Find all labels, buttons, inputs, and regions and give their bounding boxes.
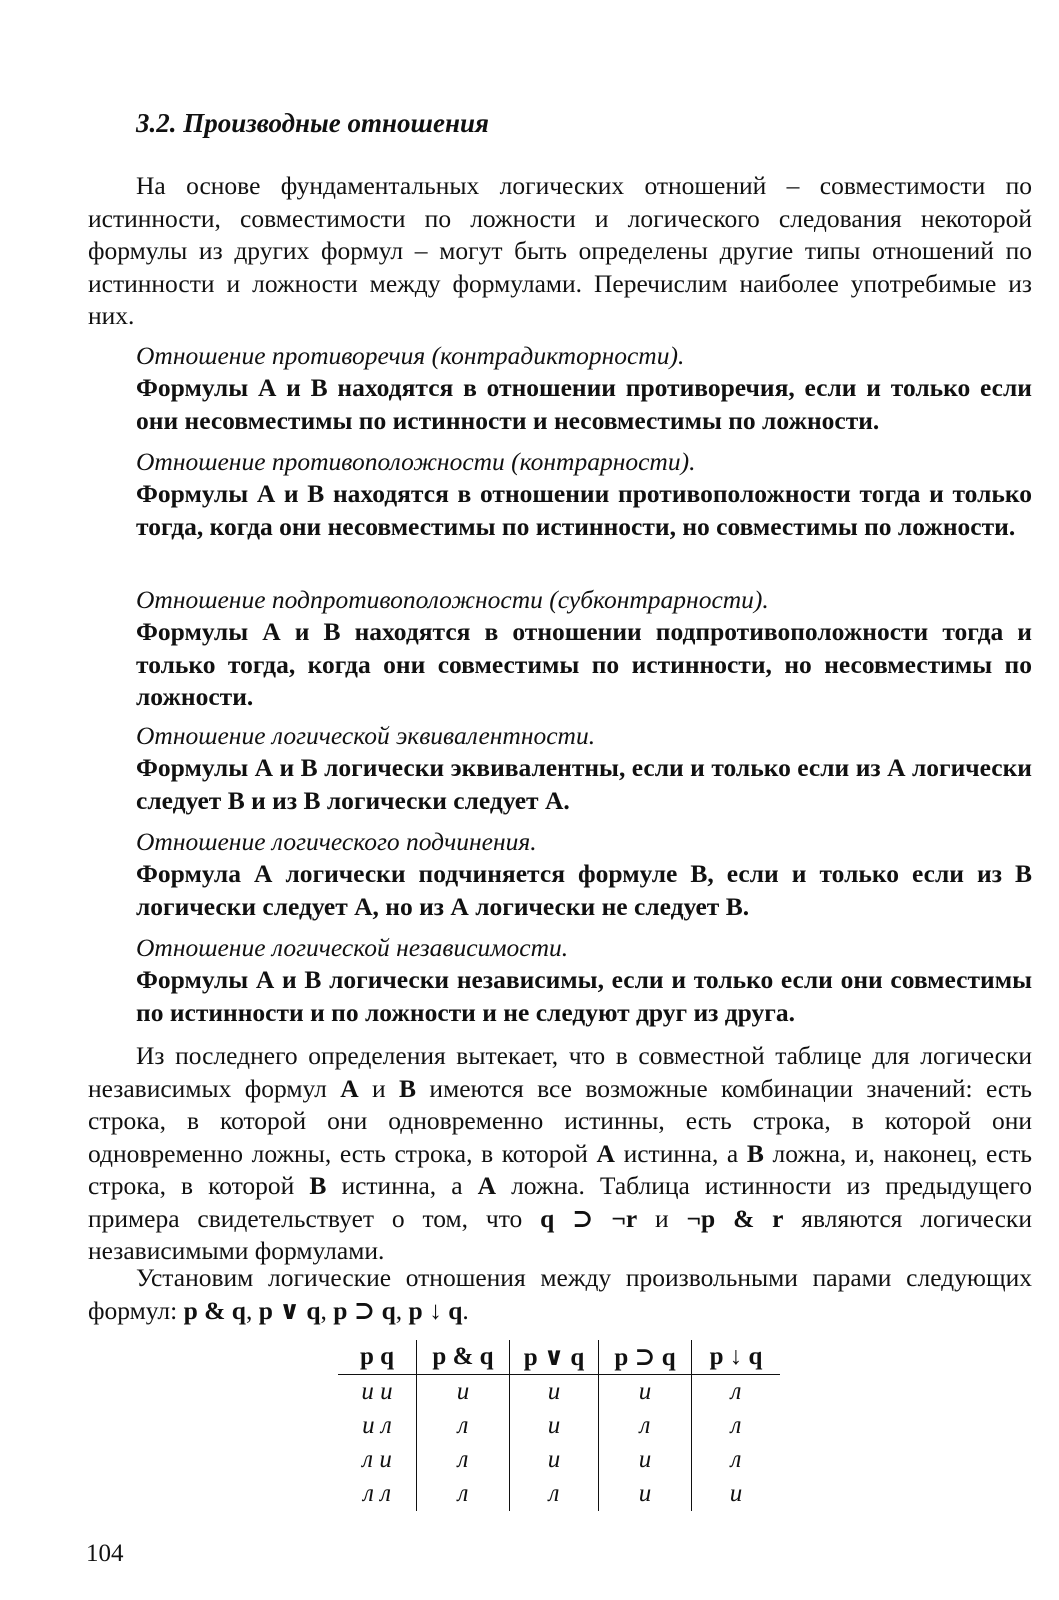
header-p-nor-q: p ↓ q	[692, 1340, 781, 1375]
relations-paragraph: Установим логические отношения между произвольными парами следующих формул: p & q, p ∨ q, p ⊃ q, p ↓ q.	[88, 1263, 1032, 1325]
definition-title-subordination: Отношение логического подчинения.	[136, 827, 537, 856]
table-cell: и	[599, 1477, 692, 1511]
definition-body-subordination: Формула А логически подчиняется формуле В, если и только если из В логически следует А, но из А логически не следует В.	[136, 859, 1032, 921]
header-p-or-q: p ∨ q	[510, 1340, 599, 1375]
table-cell: л	[730, 1412, 742, 1439]
table-cell: и	[510, 1409, 599, 1443]
table-cell: и	[599, 1443, 692, 1477]
section-title: 3.2. Производные отношения	[136, 108, 489, 138]
definition-body-equivalence: Формулы А и В логически эквивалентны, если и только если из А логически следует В и из В логически следует А.	[136, 753, 1032, 815]
table-cell: и	[510, 1375, 599, 1410]
table-cell: и	[599, 1375, 692, 1410]
formula-not-p-and-r: ¬p & r	[686, 1203, 784, 1233]
table-cell: и	[417, 1375, 510, 1410]
definition-title-independence: Отношение логической независимости.	[136, 933, 569, 962]
page-number: 104	[86, 1540, 124, 1567]
table-cell: л	[417, 1477, 510, 1511]
truth-table	[338, 1340, 780, 1511]
table-cell: л	[599, 1409, 692, 1443]
truth-table-header-row	[338, 1340, 780, 1375]
table-cell: л	[510, 1477, 599, 1511]
definition-title-equivalence: Отношение логической эквивалентности.	[136, 721, 596, 750]
definition-title-subcontrary: Отношение подпротивоположности (субконтрарности).	[136, 585, 769, 614]
definition-title-contrary: Отношение противоположности (контрарности).	[136, 447, 696, 476]
table-row	[338, 1409, 780, 1443]
independence-paragraph: Из последнего определения вытекает, что в совместной таблице для логически независимых формул А и В имеются все возможные комбинации значений: есть строка, в которой они одновременно истинны, есть строка, в которой они одновременно ложны, есть строка, в которой А истинна, а В ложна, и, наконец, есть строка, в которой В истинна, а А ложна. Таблица истинности из предыдущего примера свидетельствует о том, что q ⊃ ¬r и ¬p & r являются логически независимыми формулами.	[88, 1041, 1033, 1265]
table-cell: и и	[338, 1375, 417, 1410]
definition-body-contradiction: Формулы А и В находятся в отношении противоречия, если и только если они несовместимы по истинности и несовместимы по ложности.	[136, 373, 1032, 435]
table-row	[338, 1375, 780, 1410]
definition-body-subcontrary: Формулы А и В находятся в отношении подпротивоположности тогда и только тогда, когда они совместимы по истинности, но несовместимы по ложности.	[136, 617, 1032, 711]
header-p-and-q: p & q	[417, 1340, 510, 1375]
table-cell: и	[729, 1480, 743, 1507]
table-cell: и	[510, 1443, 599, 1477]
table-cell: л	[417, 1409, 510, 1443]
table-cell: л	[730, 1446, 742, 1473]
table-cell: и л	[338, 1409, 417, 1443]
table-cell: л и	[338, 1443, 417, 1477]
table-cell: л	[730, 1378, 742, 1405]
table-row	[338, 1477, 780, 1511]
header-pq: p q	[338, 1340, 417, 1375]
table-cell: л л	[338, 1477, 417, 1511]
intro-paragraph	[88, 170, 1032, 333]
definition-body-contrary: Формулы А и В находятся в отношении противоположности тогда и только тогда, когда они несовместимы по истинности, но совместимы по ложности.	[136, 479, 1032, 541]
header-p-implies-q: p ⊃ q	[599, 1340, 692, 1375]
table-cell: л	[417, 1443, 510, 1477]
intro-text: На основе фундаментальных логических отношений – совместимости по истинности, совместимости по ложности и логического следования некоторой формулы из других формул – могут быть определены другие типы отношений по истинности и ложности между формулами. Перечислим наиболее употребимые из них.	[88, 171, 1032, 330]
definition-body-independence: Формулы А и В логически независимы, если и только если они совместимы по истинности и по ложности и не следуют друг из друга.	[136, 965, 1032, 1027]
table-row	[338, 1443, 780, 1477]
definition-title-contradiction: Отношение противоречия (контрадикторности).	[136, 341, 685, 370]
formula-q-implies-not-r: q ⊃ ¬r	[540, 1203, 638, 1233]
